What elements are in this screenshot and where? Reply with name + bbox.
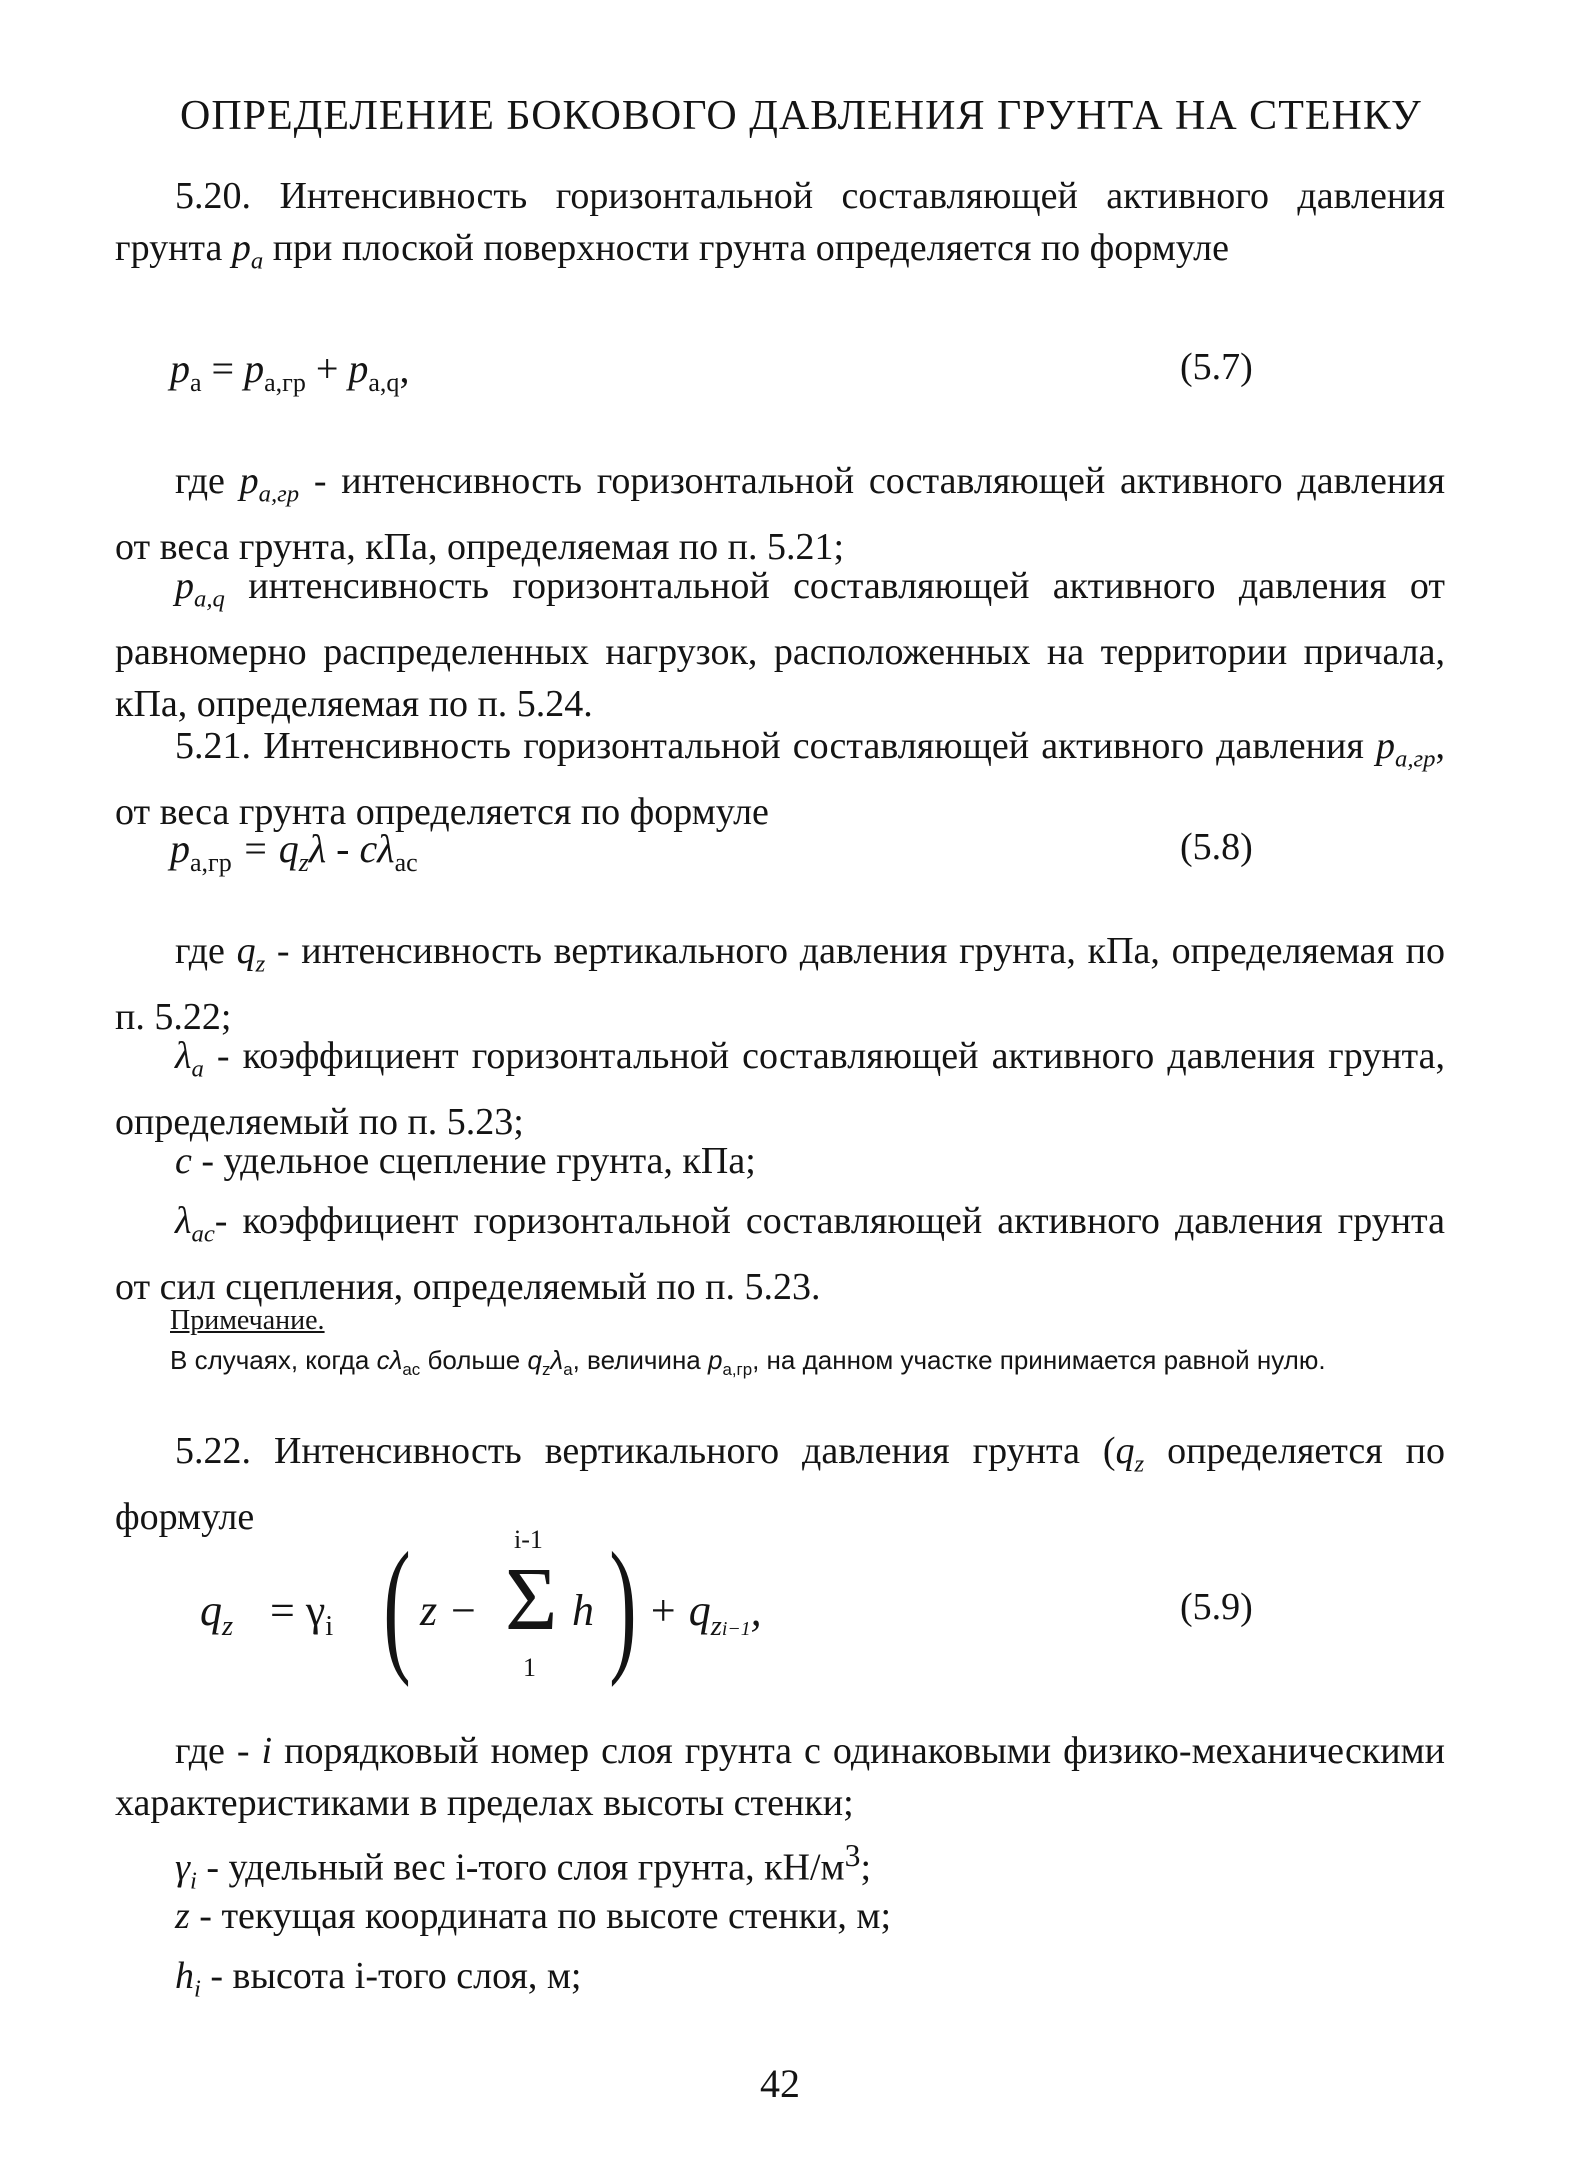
formula-5-8 xyxy=(170,825,418,878)
text: - удельное сцепление грунта, кПа; xyxy=(191,1140,756,1182)
subscript: z xyxy=(1134,1450,1145,1478)
text: при плоской поверхности грунта определяется по формуле xyxy=(263,227,1229,269)
symbol: p xyxy=(1376,725,1395,767)
punct: , xyxy=(750,1586,762,1635)
subscript: ac xyxy=(191,1220,215,1248)
symbol: i xyxy=(261,1730,273,1772)
paragraph-5-21 xyxy=(115,720,1445,838)
where-c xyxy=(115,1135,1445,1187)
symbol: p xyxy=(239,460,259,502)
subscript: a,гр xyxy=(258,480,300,508)
symbol: q xyxy=(527,1345,542,1375)
symbol: + q xyxy=(648,1586,711,1635)
f59-lhs xyxy=(200,1585,233,1643)
text: порядковый номер слоя грунта с одинаковыми физико-механическими характеристиками в пределах высоты стенки; xyxy=(115,1730,1445,1824)
section-heading: ОПРЕДЕЛЕНИЕ БОКОВОГО ДАВЛЕНИЯ ГРУНТА НА СТЕНКУ xyxy=(180,93,1422,139)
symbol: p xyxy=(231,227,251,269)
symbol: p xyxy=(348,346,369,391)
text: - коэффициент горизонтальной составляющей активного давления грунта, определяемый по п. 5.23; xyxy=(115,1035,1445,1143)
symbol: q xyxy=(1115,1430,1135,1472)
symbol: h xyxy=(175,1955,194,1997)
symbol: q xyxy=(236,930,256,972)
f59-sigma: Σ xyxy=(505,1550,558,1649)
text: определяется по формуле xyxy=(115,1430,1445,1538)
subscript: a,q xyxy=(194,585,225,613)
symbol: γ xyxy=(175,1846,190,1889)
text: , величина xyxy=(572,1345,708,1375)
subscript: z xyxy=(222,1610,234,1642)
symbol: p xyxy=(244,346,265,391)
where-i xyxy=(115,1725,1445,1829)
subscript: a xyxy=(191,1055,204,1083)
subscript: a,гр xyxy=(1395,745,1436,773)
text: - интенсивность горизонтальной составляющей активного давления от веса грунта, кПа, определяемая по п. 5.21; xyxy=(115,460,1446,568)
subscript: a,гр xyxy=(190,848,232,877)
text: интенсивность горизонтальной составляющей активного давления от равномерно распределенных нагрузок, расположенных на территории причала, кПа, определяемая по п. 5.24. xyxy=(115,565,1445,725)
note-text xyxy=(115,1340,1445,1390)
subscript: i xyxy=(325,1610,334,1642)
text: - удельный вес i-того слоя грунта, кН/м xyxy=(196,1846,845,1889)
symbol: = q xyxy=(231,826,299,871)
text: больше xyxy=(420,1345,528,1375)
text: где xyxy=(175,460,240,502)
f59-gamma xyxy=(270,1585,333,1643)
equation-number-5-8: (5.8) xyxy=(1180,826,1253,868)
symbol: p xyxy=(707,1345,723,1375)
text: - текущая координата по высоте стенки, м; xyxy=(189,1895,892,1937)
symbol: λ xyxy=(175,1035,192,1077)
symbol: = γ xyxy=(270,1586,326,1635)
where-p-a-q xyxy=(115,560,1445,730)
text: - коэффициент горизонтальной составляющей активного давления грунта от сил сцепления, определяемый по п. 5.23. xyxy=(115,1200,1445,1308)
f59-sum-upper: i-1 xyxy=(514,1525,543,1554)
subscript: i−1 xyxy=(721,1617,751,1640)
symbol: λ - cλ xyxy=(308,826,395,871)
subscript: a xyxy=(563,1360,573,1380)
where-lambda-ac xyxy=(115,1195,1445,1313)
symbol: λ xyxy=(550,1345,564,1375)
subscript: ac xyxy=(394,848,418,877)
subscript: z xyxy=(541,1360,551,1380)
operator: + xyxy=(305,346,349,391)
symbol: z xyxy=(175,1895,190,1937)
f59-q xyxy=(648,1585,762,1643)
equation-number-5-9: (5.9) xyxy=(1180,1586,1253,1628)
subscript: a xyxy=(190,368,202,397)
symbol: p xyxy=(175,565,194,607)
symbol: p xyxy=(170,826,190,871)
where-z xyxy=(115,1890,1445,1942)
f59-left-paren: ( xyxy=(383,1522,411,1688)
subscript: a,q xyxy=(368,368,400,397)
subscript: z xyxy=(255,950,266,978)
formula-5-7 xyxy=(170,345,409,398)
f59-z-minus: z − xyxy=(420,1586,478,1635)
f59-right-paren: ) xyxy=(609,1522,637,1688)
where-lambda-a xyxy=(115,1030,1445,1148)
subscript: z xyxy=(710,1610,722,1642)
subscript: i xyxy=(189,1867,197,1895)
text: где - xyxy=(175,1730,262,1772)
symbol: q xyxy=(200,1586,222,1635)
punct: , xyxy=(399,346,410,391)
subscript: a xyxy=(250,247,264,275)
subscript: a,гр xyxy=(264,368,306,397)
text: 5.20. Интенсивность горизонтальной составляющей активного давления грунта xyxy=(115,175,1445,269)
formula-5-9 xyxy=(200,1522,762,1705)
f59-h: h xyxy=(572,1586,594,1635)
text: В случаях, когда xyxy=(170,1345,377,1375)
subscript: ac xyxy=(402,1360,421,1380)
symbol: p xyxy=(170,346,190,391)
where-h-i xyxy=(115,1950,1445,2016)
punct: ; xyxy=(860,1846,871,1889)
f59-sum-lower: 1 xyxy=(523,1653,536,1682)
where-p-a-gr xyxy=(115,455,1445,573)
text: 5.22. Интенсивность вертикального давления грунта ( xyxy=(175,1430,1116,1472)
text: , на данном участке принимается равной нулю. xyxy=(752,1345,1326,1375)
paragraph-5-20 xyxy=(115,170,1445,288)
text: - интенсивность вертикального давления грунта, кПа, определяемая по п. 5.22; xyxy=(115,930,1445,1038)
text: - высота i-того слоя, м; xyxy=(200,1955,582,1997)
symbol: c xyxy=(175,1140,192,1182)
equation-number-5-7: (5.7) xyxy=(1180,346,1253,388)
subscript: a,гр xyxy=(722,1360,753,1380)
note-title: Примечание. xyxy=(170,1305,325,1336)
symbol: λ xyxy=(175,1200,192,1242)
text: 5.21. Интенсивность горизонтальной составляющей активного давления xyxy=(175,725,1376,767)
subscript: i xyxy=(194,1975,201,2003)
superscript: 3 xyxy=(844,1838,861,1873)
operator: = xyxy=(201,346,245,391)
page-number: 42 xyxy=(760,2061,800,2106)
text: , от веса грунта определяется по формуле xyxy=(115,725,1445,833)
where-q-z xyxy=(115,925,1445,1043)
subscript: z xyxy=(298,848,309,877)
symbol: cλ xyxy=(376,1345,403,1375)
text: где xyxy=(175,930,237,972)
